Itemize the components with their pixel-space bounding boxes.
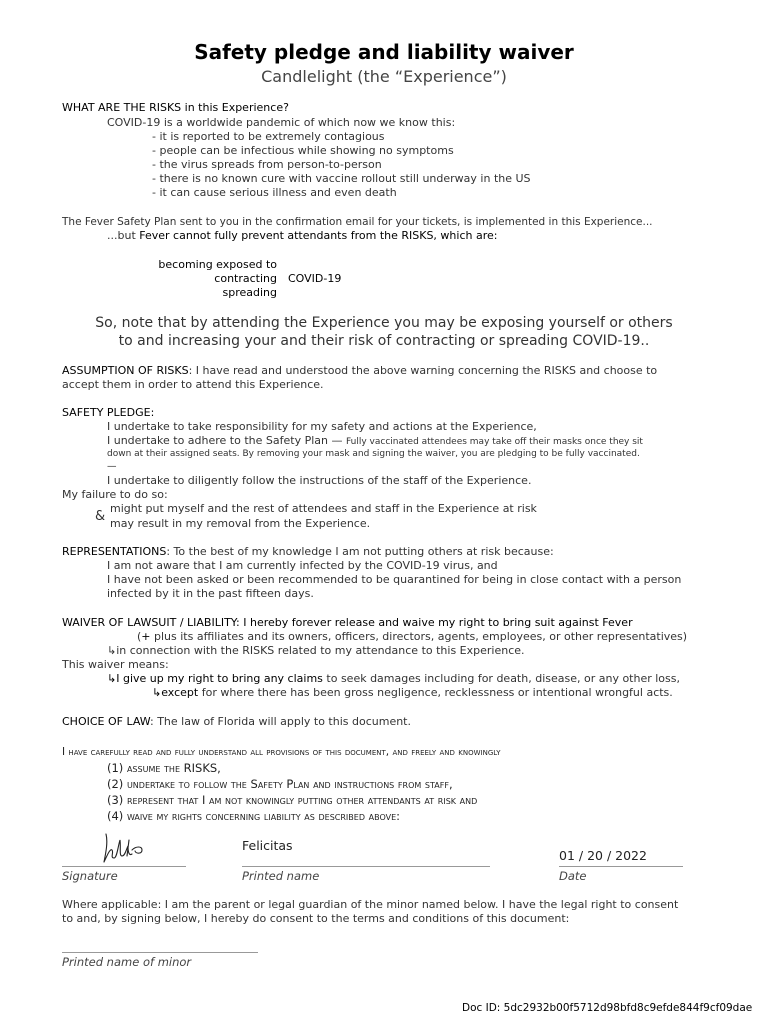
pledge-line-2-small: Fully vaccinated attendees may take off their masks once they sit: [345, 437, 643, 447]
guardian-line-2: to and, by signing below, I hereby do consent to the terms and conditions of this document:: [62, 912, 570, 925]
waiver-paren: (: [137, 630, 142, 643]
risk-item: - it is reported to be extremely contagious: [152, 130, 385, 143]
risks-heading: WHAT ARE THE RISKS in this Experience?: [62, 101, 289, 114]
signature-image: [98, 828, 148, 868]
representations-label: REPRESENTATIONS: [62, 545, 167, 558]
pledge-line-2-main: I undertake to adhere to the Safety Plan —: [107, 434, 346, 447]
pledge-line-2: [107, 434, 643, 449]
guardian-line-1: Where applicable: I am the parent or legal guardian of the minor named below. I have the legal right to consent: [62, 898, 679, 911]
waiver-means: This waiver means:: [62, 658, 169, 671]
acknowledge-item: [107, 777, 453, 791]
acknowledge-text: undertake to follow the Safety Plan and instructions from staff,: [126, 777, 453, 791]
assumption-text: : I have read and understood the above warning concerning the RISKS and choose to: [188, 364, 658, 377]
acknowledge-text: assume the RISKS,: [126, 761, 221, 775]
but-bold: Fever cannot fully prevent attendants from the RISKS, which are:: [139, 229, 498, 242]
waiver-claims-bold: ↳I give up my right to bring any claims: [107, 672, 323, 685]
waiver-label: WAIVER OF LAWSUIT / LIABILITY: I hereby forever release and waive my right to bring suit against Fever: [62, 616, 633, 629]
choice-text: : The law of Florida will apply to this document.: [150, 715, 411, 728]
representations-line-2: I have not been asked or been recommended to be quarantined for being in close contact with a person: [107, 573, 682, 586]
acknowledge-num: (4): [107, 809, 124, 823]
pledge-failure-1: might put myself and the rest of attendees and staff in the Experience at risk: [110, 502, 537, 515]
handwritten-signature: [98, 828, 148, 868]
acknowledge-item: [107, 793, 477, 807]
printed-name-value[interactable]: Felicitas: [242, 838, 293, 853]
waiver-claims-rest: to seek damages including for death, disease, or any other loss,: [322, 672, 680, 685]
acknowledge-item: [107, 809, 400, 823]
but-line: [107, 229, 497, 243]
doc-id: Doc ID: 5dc2932b00f5712d98bfd8c9efde844f9cf09dae: [462, 1002, 753, 1014]
waiver-except-rest: for where there has been gross negligence, recklessness or intentional wrongful acts.: [198, 686, 673, 699]
acknowledge-text: waive my rights concerning liability as described above:: [126, 809, 401, 823]
waiver-line-1: [137, 630, 687, 644]
waiver-claims-line: [107, 672, 680, 686]
assumption-line-1: [62, 364, 657, 378]
risk-item: - people can be infectious while showing no symptoms: [152, 144, 454, 157]
date-line: [559, 866, 683, 867]
assumption-line-2: accept them in order to attend this Experience.: [62, 378, 324, 391]
but-prefix: ...but: [107, 229, 136, 242]
risk-action: spreading: [222, 286, 277, 299]
acknowledge-intro: I have carefully read and fully understand all provisions of this document, and freely and knowingly: [62, 746, 501, 758]
risk-action: becoming exposed to: [158, 258, 277, 271]
pledge-label: SAFETY PLEDGE:: [62, 406, 155, 419]
pledge-failure-2: may result in my removal from the Experience.: [110, 517, 371, 530]
waiver-line-2: ↳in connection with the RISKS related to my attendance to this Experience.: [107, 644, 525, 657]
pledge-line-3: down at their assigned seats. By removing your mask and signing the waiver, you are pledging to be fully vaccinated.: [107, 449, 640, 459]
pledge-line-4: I undertake to diligently follow the instructions of the staff of the Experience.: [107, 474, 532, 487]
waiver-except-bold: ↳except: [152, 686, 199, 699]
acknowledge-item: [107, 761, 221, 775]
pledge-ampersand: &: [95, 509, 106, 524]
printed-name-line: [242, 866, 490, 867]
choice-label: CHOICE OF LAW: [62, 715, 150, 728]
pledge-failure: My failure to do so:: [62, 488, 168, 501]
representations-line-3: infected by it in the past fifteen days.: [107, 587, 314, 600]
signature-label: Signature: [62, 869, 118, 883]
minor-name-label: Printed name of minor: [62, 955, 192, 969]
acknowledge-text: represent that I am not knowingly putting other attendants at risk and: [126, 793, 478, 807]
acknowledge-num: (1): [107, 761, 124, 775]
note-line-2: to and increasing your and their risk of contracting or spreading COVID-19..: [118, 333, 650, 349]
waiver-except-line: [152, 686, 673, 700]
signature-line: [62, 866, 186, 867]
printed-name-label: Printed name: [242, 869, 320, 883]
waiver-line-1-rest: plus its affiliates and its owners, officers, directors, agents, employees, or other representatives): [150, 630, 688, 643]
document-subtitle: Candlelight (the “Experience”): [261, 67, 507, 86]
representations-line: [62, 545, 554, 559]
safety-plan-line: The Fever Safety Plan sent to you in the confirmation email for your tickets, is implemented in this Experience...: [62, 216, 653, 228]
risks-intro: COVID-19 is a worldwide pandemic of which now we know this:: [107, 116, 456, 129]
representations-text: : To the best of my knowledge I am not putting others at risk because:: [166, 545, 554, 558]
risk-item: - there is no known cure with vaccine rollout still underway in the US: [152, 172, 531, 185]
risk-item: - the virus spreads from person-to-person: [152, 158, 382, 171]
risk-action: contracting: [214, 272, 277, 285]
assumption-label: ASSUMPTION OF RISKS: [62, 364, 189, 377]
pledge-line-1: I undertake to take responsibility for my safety and actions at the Experience,: [107, 420, 537, 433]
choice-line: [62, 715, 411, 729]
acknowledge-num: (2): [107, 777, 124, 791]
risk-item: - it can cause serious illness and even death: [152, 186, 397, 199]
risk-disease: COVID-19: [288, 272, 342, 285]
pledge-dash: —: [107, 461, 117, 472]
waiver-plus: +: [141, 630, 151, 643]
minor-name-line[interactable]: [62, 952, 258, 953]
document-title: Safety pledge and liability waiver: [194, 40, 574, 64]
date-value[interactable]: 01 / 20 / 2022: [559, 848, 647, 863]
note-line-1: So, note that by attending the Experience you may be exposing yourself or others: [95, 315, 673, 331]
acknowledge-num: (3): [107, 793, 124, 807]
representations-line-1: I am not aware that I am currently infected by the COVID-19 virus, and: [107, 559, 498, 572]
date-label: Date: [559, 869, 587, 883]
